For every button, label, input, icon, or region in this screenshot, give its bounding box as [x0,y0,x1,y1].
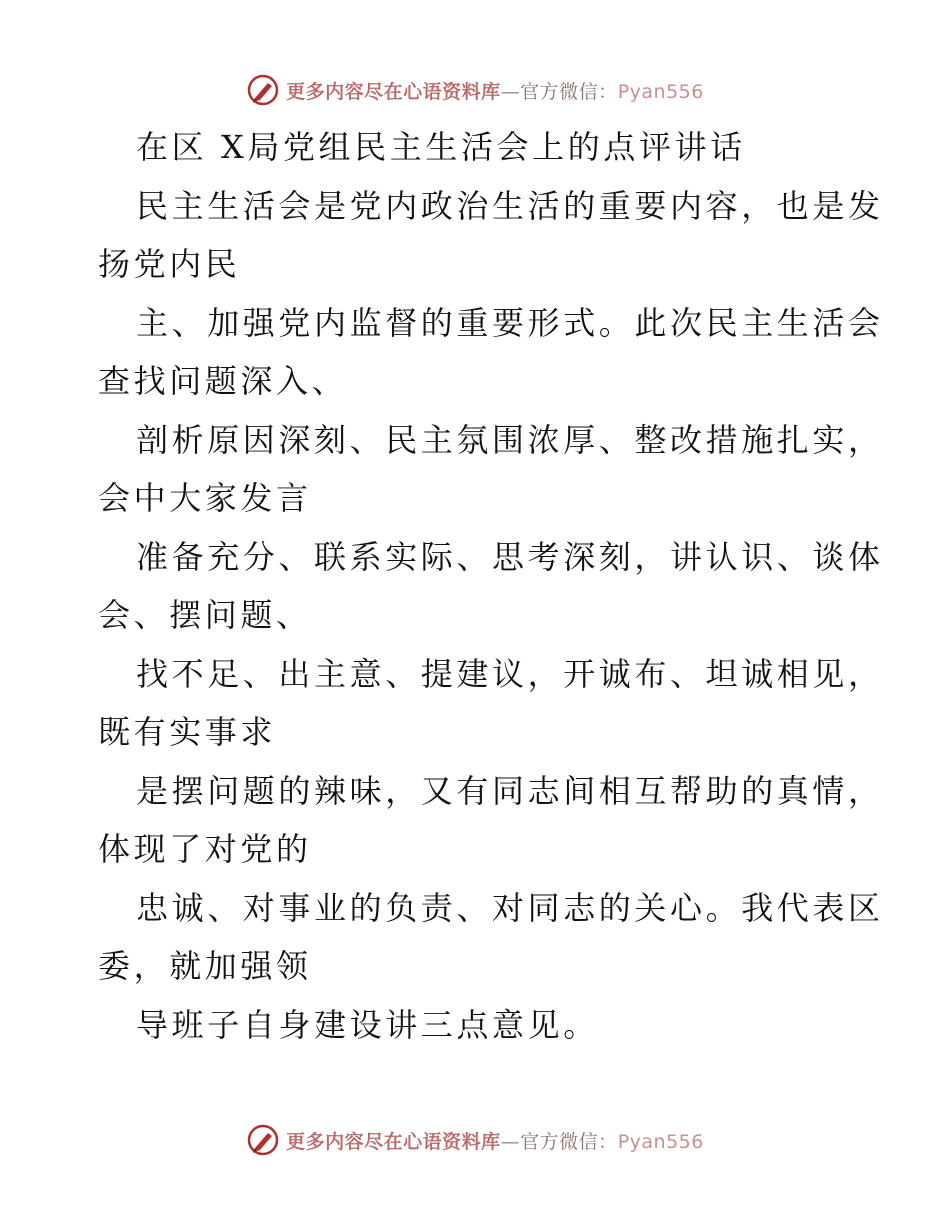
pen-logo-icon [246,1123,280,1157]
watermark-label: 官方微信： [520,80,618,103]
paragraph-line: 主、加强党内监督的重要形式。此次民主生活会 [136,303,884,342]
paragraph-line: 既有实事求 [98,713,277,751]
paragraph-line: 忠诚、对事业的负责、对同志的关心。我代表区 [136,888,884,927]
watermark-footer [0,1120,950,1160]
paragraph-line: 找不足、出主意、提建议，开诚布、坦诚相见， [136,654,884,693]
watermark-site-name: 更多内容尽在心语资料库 [286,80,501,103]
paragraph-line: 委，就加强领 [98,947,312,985]
watermark-wechat-id: Pyan556 [617,1130,704,1153]
paragraph-line: 民主生活会是党内政治生活的重要内容，也是发 [136,186,884,225]
document-title: 在区 X局党组民主生活会上的点评讲话 [136,128,746,166]
watermark-text [286,1127,704,1154]
watermark-header [0,70,950,110]
paragraph-line: 准备充分、联系实际、思考深刻，讲认识、谈体 [136,537,884,576]
watermark-site-name: 更多内容尽在心语资料库 [286,1130,501,1153]
watermark-text [286,77,704,104]
pen-logo-icon [246,73,280,107]
paragraph-line: 会中大家发言 [98,479,312,517]
paragraph-line: 体现了对党的 [98,830,312,868]
watermark-wechat-id: Pyan556 [617,80,704,103]
paragraph-line: 剖析原因深刻、民主氛围浓厚、整改措施扎实， [136,420,884,459]
watermark-dash: — [500,80,521,103]
paragraph-line: 是摆问题的辣味，又有同志间相互帮助的真情， [136,771,884,810]
paragraph-line: 导班子自身建设讲三点意见。 [136,1005,599,1044]
paragraph-line: 会、摆问题、 [98,596,312,634]
paragraph-line: 扬党内民 [98,245,241,283]
document-body [98,118,884,1054]
paragraph-line: 查找问题深入、 [98,362,348,400]
watermark-label: 官方微信： [520,1130,618,1153]
watermark-dash: — [500,1130,521,1153]
